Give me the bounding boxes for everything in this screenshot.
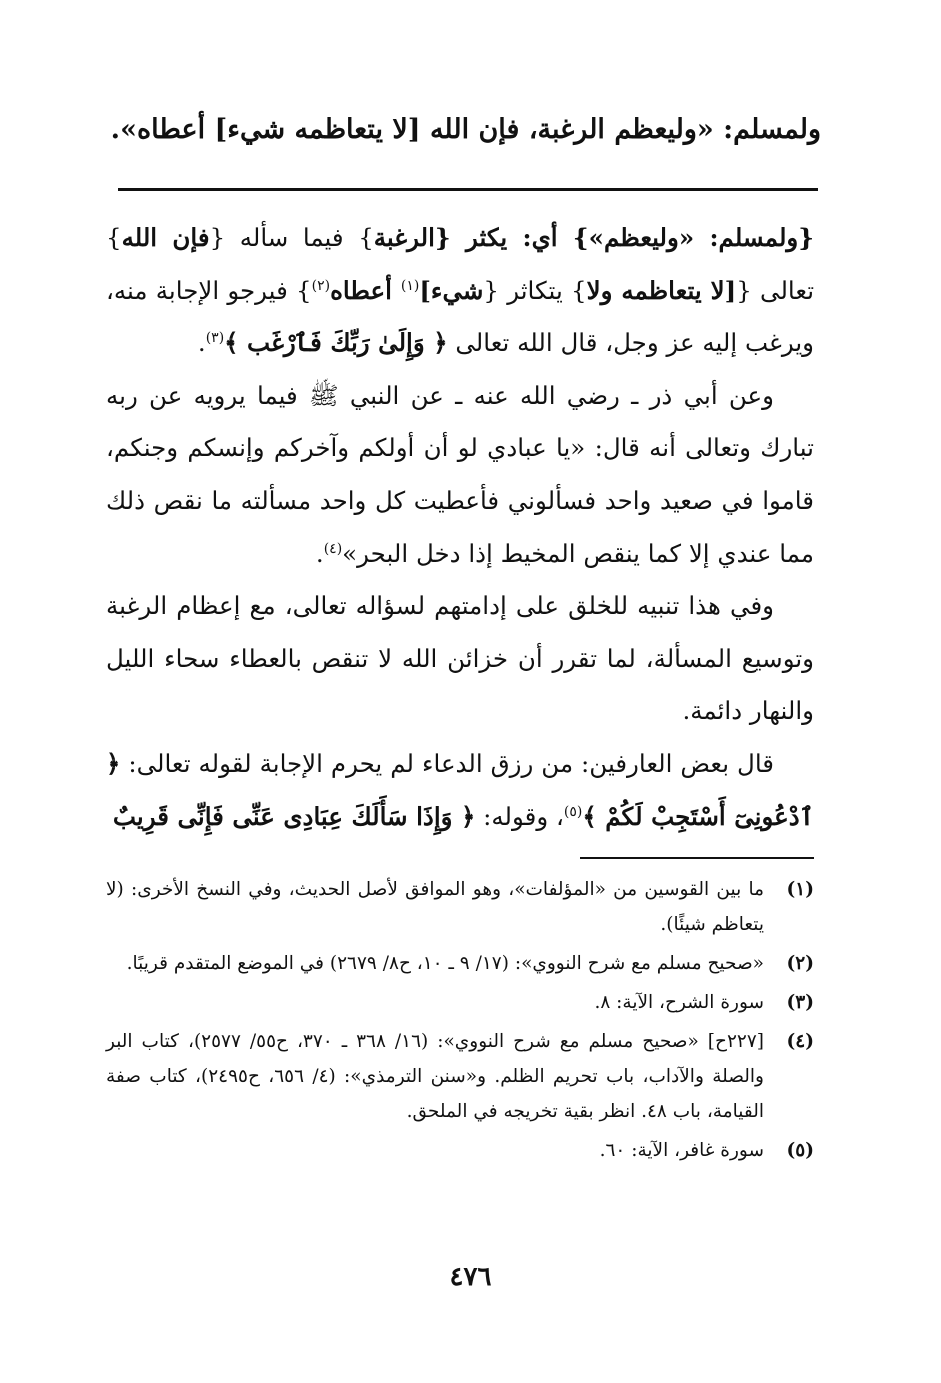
commentary-body: [106, 212, 814, 843]
header-divider: [118, 188, 818, 191]
p1-seg4: فإن الله: [121, 223, 210, 252]
footnote-text: [٢٢٧ح] «صحيح مسلم مع شرح النووي»: (١٦/ ٣٦٨ ـ ٣٧٠، ح٥٥/ ٢٥٧٧)، كتاب البر والصلة والآداب، باب تحريم الظلم. و«سنن الترمذي»: (٤/ ٦٥٦، ح٢٤٩٥)، كتاب صفة القيامة، باب ٤٨. انظر بقية تخريجه في الملحق.: [106, 1031, 764, 1122]
p1-seg3: } فيما سأله {: [209, 223, 374, 252]
footnote-text: ما بين القوسين من «المؤلفات»، وهو الموافق لأصل الحديث، وفي النسخ الأخرى: (لا يتعاظم شيئًا).: [106, 879, 764, 935]
p1-seg9: أعطاه: [330, 275, 401, 305]
p1-seg5: } تعالى {: [106, 223, 815, 305]
p1-end: .: [197, 328, 206, 358]
quran-verse-baqara: ﴿ وَإِذَا سَأَلَكَ عِبَادِى عَنِّى فَإِنِّى قَرِيبٌ: [112, 801, 476, 831]
quran-verse-ghafir: ﴿ ٱدْعُونِىٓ أَسْتَجِبْ لَكُمْ ﴾: [106, 748, 814, 831]
paragraph-3: وفي هذا تنبيه للخلق على إدامتهم لسؤاله تعالى، مع إعظام الرغبة وتوسيع المسألة، لما تقرر أن خزائن الله لا تنقص بالعطاء سحاء الليل والنهار دائمة.: [106, 591, 814, 726]
p1-seg2: الرغبة: [373, 223, 435, 252]
footnote-ref-5: (٥): [563, 803, 583, 820]
footnote-text: «صحيح مسلم مع شرح النووي»: (١٧/ ٩ ـ ١٠، ح٨/ ٢٦٧٩) في الموضع المتقدم قريبًا.: [126, 953, 764, 974]
page-number: ٤٧٦: [449, 1262, 492, 1292]
paragraph-2: [106, 370, 814, 580]
paragraph-1: [106, 212, 814, 370]
p4-text2: ، وقوله:: [475, 801, 564, 831]
footnote-number: (١): [786, 879, 814, 900]
p4-text1: قال بعض العارفين: من رزق الدعاء لم يحرم الإجابة لقوله تعالى:: [120, 748, 774, 778]
footnote-divider: [580, 857, 814, 859]
footnote-item: [106, 1024, 814, 1129]
footnote-item: [106, 985, 814, 1020]
footnote-ref-3: (٣): [205, 330, 225, 347]
footnote-ref-2: (٢): [311, 277, 331, 294]
paragraph-4: [106, 738, 814, 843]
footnote-item: [106, 872, 814, 942]
footnote-number: (٥): [786, 1140, 814, 1161]
footnotes: [106, 872, 814, 1172]
p1-seg7: } يتكاثر {: [483, 275, 587, 305]
footnote-item: [106, 1133, 814, 1168]
footnote-ref-1: (١): [400, 277, 420, 294]
footnote-number: (٣): [786, 992, 814, 1013]
p2-end: .: [315, 538, 324, 568]
p2-text: وعن أبي ذر ـ رضي الله عنه ـ عن النبي ﷺ فيما يرويه عن ربه تبارك وتعالى أنه قال: «يا عبادي لو أن أولكم وآخركم وإنسكم وجنكم، قاموا في صعيد واحد فسألوني فأعطيت كل واحد مسألته ما نقص ذلك مما عندي إلا كما ينقص المخيط إذا دخل البحر»: [106, 380, 814, 568]
p1-seg8: شيء]: [419, 275, 484, 305]
p1-seg1: {ولمسلم: «وليعظم»} أي: يكثر {: [434, 223, 814, 252]
footnote-number: (٤): [786, 1031, 814, 1052]
footnote-text: سورة غافر، الآية: ٦٠.: [599, 1140, 764, 1161]
footnote-text: سورة الشرح، الآية: ٨.: [594, 992, 764, 1013]
footnote-number: (٢): [786, 953, 814, 974]
quran-verse-sharh: ﴿ وَإِلَىٰ رَبِّكَ فَٱرْغَب ﴾: [224, 328, 448, 358]
p1-seg6: [لا يتعاظمه ولا: [586, 275, 737, 305]
header-hadith-line: ولمسلم: «وليعظم الرغبة، فإن الله [لا يتعاظمه شيء] أعطاه».: [110, 114, 821, 145]
footnote-ref-4: (٤): [323, 540, 343, 557]
p1-seg10: } فيرجو الإجابة منه، ويرغب إليه عز وجل، قال الله تعالى: [106, 275, 814, 358]
footnote-item: [106, 946, 814, 981]
